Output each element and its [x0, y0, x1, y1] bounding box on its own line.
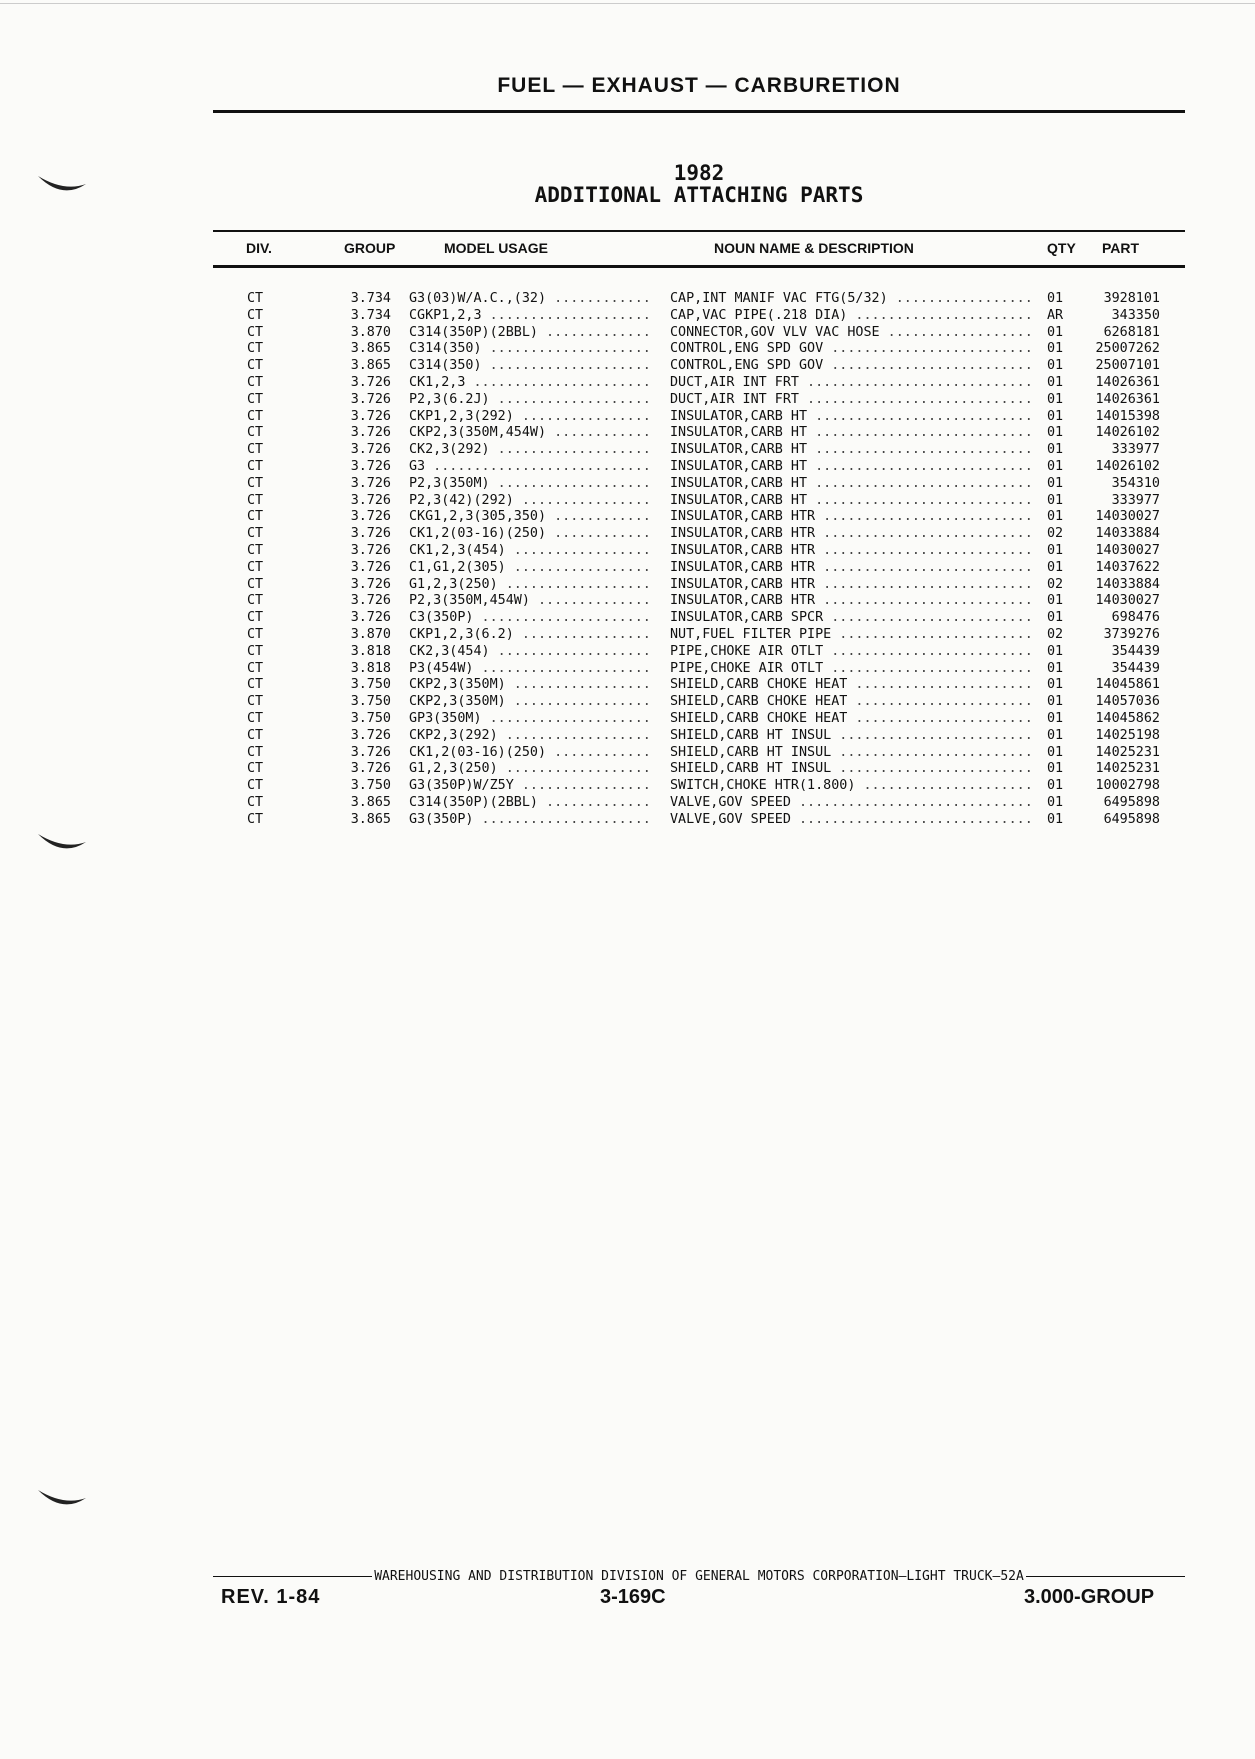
cell-div: CT — [247, 811, 264, 827]
table-row — [0, 761, 1255, 778]
cell-qty: 01 — [1047, 811, 1064, 827]
cell-part-number: 354439 — [1111, 660, 1160, 676]
cell-group: 3.726 — [350, 542, 391, 558]
table-row — [0, 627, 1255, 644]
table-row — [0, 291, 1255, 308]
cell-model-usage: P2,3(350M,454W) ..... — [409, 593, 649, 610]
cell-part-number: 14026102 — [1095, 425, 1160, 441]
cell-qty: 01 — [1047, 559, 1064, 575]
cell-group: 3.726 — [350, 475, 391, 491]
cell-group: 3.750 — [350, 778, 391, 794]
cell-qty: 01 — [1047, 727, 1064, 743]
cell-div: CT — [247, 744, 264, 760]
cell-qty: 01 — [1047, 291, 1064, 306]
cell-model-usage: P3(454W) ..... — [409, 661, 649, 678]
cell-qty: 01 — [1047, 643, 1064, 659]
cell-part-number: 333977 — [1111, 492, 1160, 508]
cell-group: 3.726 — [350, 727, 391, 743]
cell-model-usage: CK1,2,3 ..... — [409, 375, 649, 392]
cell-noun-name: SHIELD,CARB HT INSUL ..... — [670, 761, 1032, 778]
cell-group: 3.865 — [350, 341, 391, 357]
table-top-rule — [213, 230, 1185, 232]
cell-div: CT — [247, 593, 264, 609]
table-row — [0, 593, 1255, 610]
cell-noun-name: SHIELD,CARB HT INSUL ..... — [670, 728, 1032, 745]
footer-dash-right — [1026, 1576, 1185, 1577]
table-row — [0, 812, 1255, 829]
table-row — [0, 778, 1255, 795]
cell-group: 3.726 — [350, 408, 391, 424]
cell-qty: 01 — [1047, 778, 1064, 794]
table-row — [0, 795, 1255, 812]
cell-div: CT — [247, 660, 264, 676]
cell-div: CT — [247, 710, 264, 726]
cell-model-usage: G3(350P) ..... — [409, 812, 649, 829]
cell-div: CT — [247, 677, 264, 693]
page-top-edge — [0, 3, 1255, 4]
cell-group: 3.870 — [350, 324, 391, 340]
cell-part-number: 14033884 — [1095, 526, 1160, 542]
cell-qty: 01 — [1047, 324, 1064, 340]
cell-part-number: 14057036 — [1095, 694, 1160, 710]
cell-model-usage: C314(350) ..... — [409, 358, 649, 375]
cell-part-number: 10002798 — [1095, 778, 1160, 794]
cell-qty: 01 — [1047, 475, 1064, 491]
table-row — [0, 358, 1255, 375]
cell-qty: 02 — [1047, 576, 1064, 592]
table-row — [0, 577, 1255, 594]
cell-group: 3.726 — [350, 610, 391, 626]
cell-qty: 01 — [1047, 391, 1064, 407]
cell-div: CT — [247, 458, 264, 474]
cell-group: 3.750 — [350, 694, 391, 710]
running-head: FUEL — EXHAUST — CARBURETION — [497, 74, 901, 97]
cell-model-usage: P2,3(350M) ..... — [409, 476, 649, 493]
cell-model-usage: CK2,3(292) ..... — [409, 442, 649, 459]
cell-div: CT — [247, 643, 264, 659]
page-number: 3-169C — [600, 1586, 666, 1608]
cell-group: 3.726 — [350, 744, 391, 760]
table-row — [0, 425, 1255, 442]
cell-qty: 02 — [1047, 626, 1064, 642]
cell-model-usage: G3(03)W/A.C.,(32) ..... — [409, 291, 649, 308]
cell-qty: 01 — [1047, 425, 1064, 441]
cell-div: CT — [247, 542, 264, 558]
cell-part-number: 14030027 — [1095, 593, 1160, 609]
cell-part-number: 343350 — [1111, 307, 1160, 323]
cell-noun-name: INSULATOR,CARB HTR ..... — [670, 526, 1032, 543]
column-header-part: PART — [1102, 240, 1140, 256]
cell-group: 3.818 — [350, 660, 391, 676]
table-row — [0, 509, 1255, 526]
cell-noun-name: PIPE,CHOKE AIR OTLT ..... — [670, 644, 1032, 661]
cell-model-usage: C3(350P) ..... — [409, 610, 649, 627]
table-row — [0, 375, 1255, 392]
cell-div: CT — [247, 374, 264, 390]
cell-div: CT — [247, 509, 264, 525]
cell-qty: 01 — [1047, 660, 1064, 676]
cell-model-usage: CKP2,3(292) ..... — [409, 728, 649, 745]
cell-noun-name: VALVE,GOV SPEED ..... — [670, 812, 1032, 829]
cell-qty: 01 — [1047, 610, 1064, 626]
cell-noun-name: INSULATOR,CARB HT ..... — [670, 493, 1032, 510]
cell-noun-name: CONTROL,ENG SPD GOV ..... — [670, 358, 1032, 375]
cell-group: 3.726 — [350, 593, 391, 609]
cell-qty: 01 — [1047, 694, 1064, 710]
cell-div: CT — [247, 559, 264, 575]
cell-qty: 01 — [1047, 761, 1064, 777]
cell-part-number: 14030027 — [1095, 509, 1160, 525]
cell-group: 3.865 — [350, 811, 391, 827]
cell-noun-name: INSULATOR,CARB HTR ..... — [670, 593, 1032, 610]
cell-group: 3.865 — [350, 794, 391, 810]
cell-group: 3.726 — [350, 492, 391, 508]
cell-div: CT — [247, 626, 264, 642]
cell-qty: 01 — [1047, 492, 1064, 508]
table-row — [0, 459, 1255, 476]
cell-part-number: 14026361 — [1095, 391, 1160, 407]
cell-noun-name: INSULATOR,CARB HT ..... — [670, 409, 1032, 426]
cell-part-number: 14037622 — [1095, 559, 1160, 575]
table-row — [0, 644, 1255, 661]
punch-hole-mark — [36, 828, 88, 858]
cell-noun-name: CONNECTOR,GOV VLV VAC HOSE ..... — [670, 325, 1032, 342]
cell-div: CT — [247, 794, 264, 810]
cell-part-number: 6495898 — [1103, 794, 1160, 810]
cell-part-number: 14033884 — [1095, 576, 1160, 592]
table-row — [0, 476, 1255, 493]
cell-qty: 01 — [1047, 341, 1064, 357]
cell-group: 3.734 — [350, 291, 391, 306]
table-row — [0, 442, 1255, 459]
cell-part-number: 25007262 — [1095, 341, 1160, 357]
cell-qty: 01 — [1047, 408, 1064, 424]
cell-part-number: 14026361 — [1095, 374, 1160, 390]
cell-div: CT — [247, 526, 264, 542]
cell-noun-name: DUCT,AIR INT FRT ..... — [670, 392, 1032, 409]
column-header-noun-name: NOUN NAME & DESCRIPTION — [714, 240, 914, 256]
table-row — [0, 392, 1255, 409]
cell-model-usage: C1,G1,2(305) ..... — [409, 560, 649, 577]
cell-qty: 02 — [1047, 526, 1064, 542]
cell-qty: 01 — [1047, 744, 1064, 760]
cell-model-usage: G3(350P)W/Z5Y ..... — [409, 778, 649, 795]
cell-qty: 01 — [1047, 794, 1064, 810]
cell-group: 3.865 — [350, 358, 391, 374]
punch-hole-mark — [36, 1484, 88, 1514]
cell-part-number: 14025231 — [1095, 744, 1160, 760]
column-header-div: DIV. — [246, 240, 272, 256]
cell-group: 3.726 — [350, 559, 391, 575]
table-row — [0, 745, 1255, 762]
table-row — [0, 711, 1255, 728]
title-year: 1982 — [673, 161, 725, 185]
cell-div: CT — [247, 391, 264, 407]
cell-model-usage: CKP1,2,3(292) ..... — [409, 409, 649, 426]
section-title — [213, 162, 1185, 206]
cell-part-number: 3739276 — [1103, 626, 1160, 642]
cell-noun-name: SHIELD,CARB CHOKE HEAT ..... — [670, 694, 1032, 711]
cell-noun-name: CAP,INT MANIF VAC FTG(5/32) ..... — [670, 291, 1032, 308]
cell-noun-name: CONTROL,ENG SPD GOV ..... — [670, 341, 1032, 358]
cell-qty: 01 — [1047, 509, 1064, 525]
cell-model-usage: CK2,3(454) ..... — [409, 644, 649, 661]
cell-model-usage: CKP2,3(350M,454W) ..... — [409, 425, 649, 442]
cell-div: CT — [247, 778, 264, 794]
cell-part-number: 3928101 — [1103, 291, 1160, 306]
table-row — [0, 308, 1255, 325]
cell-group: 3.726 — [350, 509, 391, 525]
cell-part-number: 6495898 — [1103, 811, 1160, 827]
cell-group: 3.726 — [350, 442, 391, 458]
table-row — [0, 341, 1255, 358]
cell-model-usage: G1,2,3(250) ..... — [409, 761, 649, 778]
group-label: 3.000-GROUP — [1024, 1586, 1155, 1608]
cell-part-number: 14025231 — [1095, 761, 1160, 777]
cell-model-usage: P2,3(42)(292) ..... — [409, 493, 649, 510]
cell-noun-name: VALVE,GOV SPEED ..... — [670, 795, 1032, 812]
table-row — [0, 610, 1255, 627]
cell-noun-name: INSULATOR,CARB HT ..... — [670, 442, 1032, 459]
cell-group: 3.726 — [350, 761, 391, 777]
cell-qty: 01 — [1047, 374, 1064, 390]
table-row — [0, 560, 1255, 577]
cell-model-usage: C314(350P)(2BBL) ..... — [409, 325, 649, 342]
cell-group: 3.734 — [350, 307, 391, 323]
cell-group: 3.750 — [350, 677, 391, 693]
cell-qty: 01 — [1047, 358, 1064, 374]
table-row — [0, 325, 1255, 342]
cell-div: CT — [247, 761, 264, 777]
column-header-model-usage: MODEL USAGE — [444, 240, 548, 256]
cell-noun-name: NUT,FUEL FILTER PIPE ..... — [670, 627, 1032, 644]
cell-div: CT — [247, 610, 264, 626]
cell-noun-name: INSULATOR,CARB HTR ..... — [670, 543, 1032, 560]
table-header-rule — [213, 265, 1185, 268]
cell-div: CT — [247, 492, 264, 508]
cell-noun-name: SHIELD,CARB CHOKE HEAT ..... — [670, 711, 1032, 728]
cell-part-number: 354310 — [1111, 475, 1160, 491]
cell-noun-name: CAP,VAC PIPE(.218 DIA) ..... — [670, 308, 1032, 325]
cell-div: CT — [247, 442, 264, 458]
cell-noun-name: PIPE,CHOKE AIR OTLT ..... — [670, 661, 1032, 678]
cell-noun-name: SWITCH,CHOKE HTR(1.800) ..... — [670, 778, 1032, 795]
cell-model-usage: CGKP1,2,3 ..... — [409, 308, 649, 325]
cell-model-usage: G1,2,3(250) ..... — [409, 577, 649, 594]
cell-div: CT — [247, 358, 264, 374]
cell-group: 3.750 — [350, 710, 391, 726]
table-row — [0, 677, 1255, 694]
column-header-qty: QTY — [1047, 240, 1076, 256]
cell-model-usage: CKP2,3(350M) ..... — [409, 694, 649, 711]
cell-noun-name: INSULATOR,CARB HT ..... — [670, 459, 1032, 476]
cell-model-usage: C314(350P)(2BBL) ..... — [409, 795, 649, 812]
cell-part-number: 333977 — [1111, 442, 1160, 458]
cell-div: CT — [247, 307, 264, 323]
column-header-group: GROUP — [344, 240, 396, 256]
table-row — [0, 526, 1255, 543]
cell-noun-name: SHIELD,CARB CHOKE HEAT ..... — [670, 677, 1032, 694]
cell-div: CT — [247, 291, 264, 306]
cell-div: CT — [247, 408, 264, 424]
cell-group: 3.818 — [350, 643, 391, 659]
header-rule — [213, 110, 1185, 113]
cell-qty: 01 — [1047, 593, 1064, 609]
cell-part-number: 14030027 — [1095, 542, 1160, 558]
cell-noun-name: INSULATOR,CARB HTR ..... — [670, 560, 1032, 577]
cell-part-number: 14045861 — [1095, 677, 1160, 693]
parts-table-body — [0, 291, 1255, 829]
cell-div: CT — [247, 324, 264, 340]
cell-noun-name: INSULATOR,CARB HT ..... — [670, 425, 1032, 442]
cell-part-number: 14025198 — [1095, 727, 1160, 743]
cell-div: CT — [247, 341, 264, 357]
title-heading: ADDITIONAL ATTACHING PARTS — [534, 183, 864, 207]
cell-qty: 01 — [1047, 458, 1064, 474]
cell-model-usage: CKP1,2,3(6.2) ..... — [409, 627, 649, 644]
cell-qty: 01 — [1047, 542, 1064, 558]
cell-qty: 01 — [1047, 677, 1064, 693]
cell-noun-name: INSULATOR,CARB SPCR ..... — [670, 610, 1032, 627]
cell-noun-name: INSULATOR,CARB HTR ..... — [670, 509, 1032, 526]
footer-text: WAREHOUSING AND DISTRIBUTION DIVISION OF GENERAL MOTORS CORPORATION—LIGHT TRUCK—52A — [374, 1569, 1024, 1584]
cell-div: CT — [247, 475, 264, 491]
cell-model-usage: G3 ..... — [409, 459, 649, 476]
cell-part-number: 6268181 — [1103, 324, 1160, 340]
cell-model-usage: CK1,2(03-16)(250) ..... — [409, 745, 649, 762]
cell-group: 3.726 — [350, 374, 391, 390]
cell-div: CT — [247, 727, 264, 743]
cell-qty: 01 — [1047, 710, 1064, 726]
cell-div: CT — [247, 576, 264, 592]
cell-model-usage: CK1,2,3(454) ..... — [409, 543, 649, 560]
cell-noun-name: INSULATOR,CARB HT ..... — [670, 476, 1032, 493]
cell-model-usage: C314(350) ..... — [409, 341, 649, 358]
cell-group: 3.726 — [350, 458, 391, 474]
cell-part-number: 14015398 — [1095, 408, 1160, 424]
cell-model-usage: CK1,2(03-16)(250) ..... — [409, 526, 649, 543]
table-row — [0, 661, 1255, 678]
cell-part-number: 25007101 — [1095, 358, 1160, 374]
table-row — [0, 409, 1255, 426]
cell-group: 3.726 — [350, 576, 391, 592]
table-row — [0, 694, 1255, 711]
cell-group: 3.726 — [350, 526, 391, 542]
cell-model-usage: GP3(350M) ..... — [409, 711, 649, 728]
cell-noun-name: DUCT,AIR INT FRT ..... — [670, 375, 1032, 392]
punch-hole-mark — [36, 170, 88, 200]
cell-part-number: 14026102 — [1095, 458, 1160, 474]
footer-dash-left — [213, 1576, 372, 1577]
table-row — [0, 728, 1255, 745]
cell-model-usage: CKP2,3(350M) ..... — [409, 677, 649, 694]
cell-part-number: 698476 — [1111, 610, 1160, 626]
cell-qty: AR — [1047, 307, 1064, 323]
footer-line — [213, 1569, 1185, 1584]
cell-group: 3.726 — [350, 425, 391, 441]
revision-label: REV. 1-84 — [221, 1586, 321, 1608]
cell-part-number: 354439 — [1111, 643, 1160, 659]
cell-model-usage: CKG1,2,3(305,350) ..... — [409, 509, 649, 526]
cell-part-number: 14045862 — [1095, 710, 1160, 726]
cell-noun-name: SHIELD,CARB HT INSUL ..... — [670, 745, 1032, 762]
cell-div: CT — [247, 694, 264, 710]
cell-div: CT — [247, 425, 264, 441]
cell-noun-name: INSULATOR,CARB HTR ..... — [670, 577, 1032, 594]
table-row — [0, 493, 1255, 510]
cell-group: 3.870 — [350, 626, 391, 642]
cell-model-usage: P2,3(6.2J) ..... — [409, 392, 649, 409]
table-row — [0, 543, 1255, 560]
cell-group: 3.726 — [350, 391, 391, 407]
cell-qty: 01 — [1047, 442, 1064, 458]
